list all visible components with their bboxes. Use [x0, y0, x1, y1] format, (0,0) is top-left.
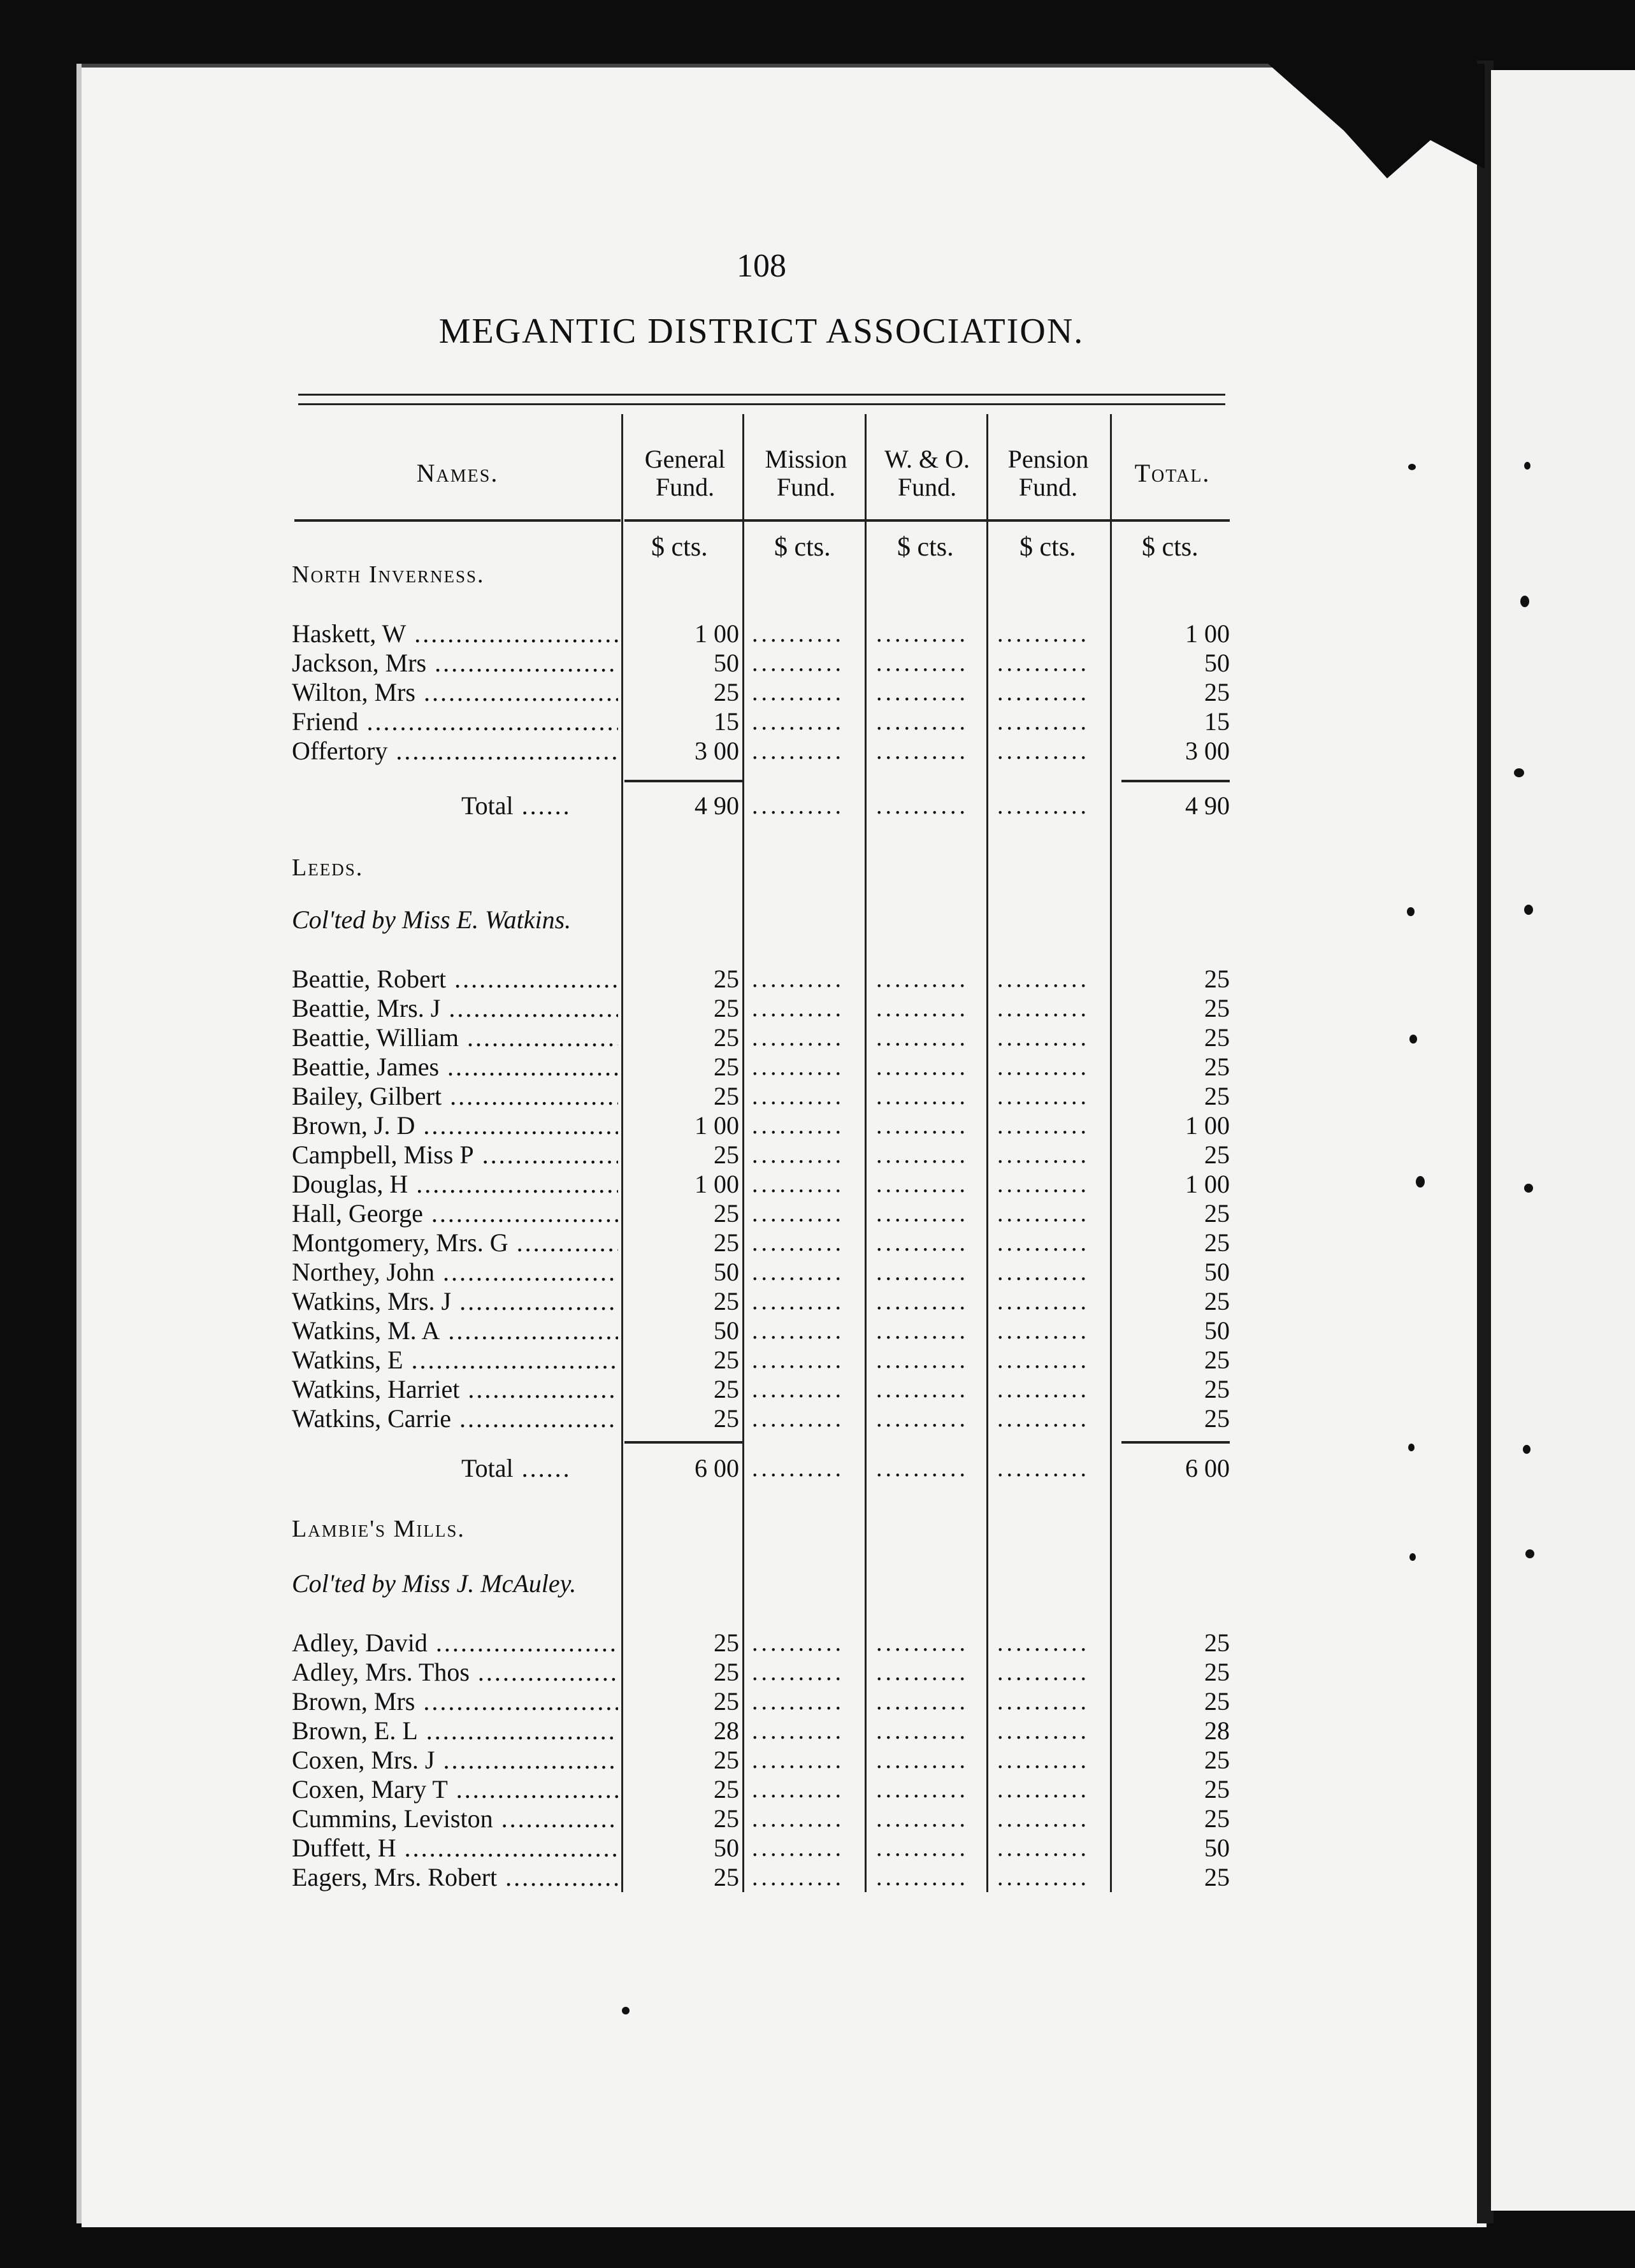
dot-leader: ..........: [876, 708, 969, 735]
ink-speck: [622, 2007, 630, 2014]
table-row: [0, 1316, 1635, 1346]
ink-speck: [1525, 1549, 1534, 1558]
table-row: [0, 1687, 1635, 1716]
dot-leader: ..........: [997, 708, 1090, 735]
total-rule: [624, 780, 742, 782]
general-fund-value: 50: [714, 1258, 739, 1286]
total-row: [0, 791, 1635, 821]
total-value: 50: [1204, 1316, 1230, 1345]
general-fund-value: 25: [714, 1804, 739, 1833]
contributor-name: Watkins, Carrie .....: [292, 1404, 618, 1433]
dot-leader: ..........: [997, 1112, 1090, 1139]
contributor-name: Beattie, James .....: [292, 1052, 618, 1082]
total-rule: [624, 1441, 742, 1444]
table-row: [0, 1082, 1635, 1111]
ink-speck: [1514, 768, 1524, 777]
table-row: [0, 1834, 1635, 1863]
ink-speck: [1523, 1445, 1531, 1454]
dot-leader: ..........: [752, 1376, 844, 1403]
table-row: [0, 1746, 1635, 1775]
page-number: 108: [737, 248, 786, 284]
ink-speck: [1407, 907, 1415, 916]
contributor-name: Brown, Mrs .....: [292, 1687, 618, 1716]
dot-leader: ..........: [876, 1112, 969, 1139]
dot-leader: ..........: [752, 995, 844, 1022]
general-fund-value: 25: [714, 1082, 739, 1110]
general-fund-value: 50: [714, 649, 739, 677]
contributor-name: Beattie, Robert .....: [292, 965, 618, 994]
grand-total: 6 00: [1185, 1454, 1230, 1482]
general-fund-value: 1 00: [695, 1111, 739, 1140]
dot-leader: ..........: [752, 621, 844, 647]
table-row: [0, 1052, 1635, 1082]
general-fund-value: 15: [714, 707, 739, 736]
contributor-name: Montgomery, Mrs. G .....: [292, 1228, 618, 1258]
total-value: 50: [1204, 1834, 1230, 1862]
currency-total: $ cts.: [1142, 533, 1199, 562]
ink-speck: [1524, 462, 1531, 470]
general-fund-value: 1 00: [695, 1170, 739, 1198]
dot-leader: ..........: [752, 1630, 844, 1656]
general-fund-value: 3 00: [695, 736, 739, 765]
dot-leader: ..........: [876, 1288, 969, 1315]
table-row: [0, 736, 1635, 766]
table-row: [0, 1228, 1635, 1258]
dot-leader: ..........: [876, 1630, 969, 1656]
dot-leader: ..........: [752, 1776, 844, 1803]
general-fund-value: 25: [714, 1287, 739, 1316]
ink-speck: [1524, 905, 1533, 915]
dot-leader: ..........: [752, 1200, 844, 1227]
total-value: 25: [1204, 1687, 1230, 1716]
table-row: [0, 1628, 1635, 1658]
dot-leader: ..........: [752, 679, 844, 706]
dot-leader: ..........: [752, 1347, 844, 1374]
total-value: 15: [1204, 707, 1230, 736]
header-mission-line1: Mission: [765, 445, 847, 473]
dot-leader: ..........: [876, 1259, 969, 1286]
dot-leader: ..........: [876, 621, 969, 647]
dot-leader: ..........: [752, 1288, 844, 1315]
dot-leader: ..........: [876, 1659, 969, 1686]
table-row: [0, 1140, 1635, 1170]
dot-leader: ..........: [876, 1864, 969, 1891]
contributor-name: Cummins, Leviston .....: [292, 1804, 618, 1834]
table-row: [0, 1199, 1635, 1228]
contributor-name: Duffett, H .....: [292, 1834, 618, 1863]
total-value: 25: [1204, 1628, 1230, 1657]
total-value: 25: [1204, 1082, 1230, 1110]
general-fund-value: 25: [714, 1687, 739, 1716]
total-label: Total ......: [461, 1454, 572, 1483]
dot-leader: ..........: [876, 1347, 969, 1374]
dot-leader: ..........: [876, 1142, 969, 1168]
contributor-name: Adley, Mrs. Thos .....: [292, 1658, 618, 1687]
total-value: 28: [1204, 1716, 1230, 1745]
dot-leader: ..........: [997, 1259, 1090, 1286]
dot-leader: ..........: [876, 738, 969, 764]
header-general-line2: Fund.: [655, 473, 715, 501]
table-row: [0, 1170, 1635, 1199]
total-value: 25: [1204, 1375, 1230, 1403]
collector-note: Col'ted by Miss J. McAuley.: [292, 1569, 577, 1598]
dot-leader: ..........: [752, 1688, 844, 1715]
total-rule: [1121, 780, 1230, 782]
total-value: 50: [1204, 649, 1230, 677]
dot-leader: ..........: [752, 1405, 844, 1432]
general-fund-value: 25: [714, 1199, 739, 1228]
general-fund-value: 25: [714, 1052, 739, 1081]
contributor-name: Northey, John .....: [292, 1258, 618, 1287]
general-fund-value: 25: [714, 1404, 739, 1433]
dot-leader: ..........: [997, 1718, 1090, 1744]
dot-leader: ..........: [997, 1142, 1090, 1168]
table-row: [0, 1346, 1635, 1375]
total-value: 25: [1204, 678, 1230, 707]
page-title: MEGANTIC DISTRICT ASSOCIATION.: [438, 312, 1084, 351]
contributor-name: Watkins, Mrs. J .....: [292, 1287, 618, 1316]
table-row: [0, 1863, 1635, 1892]
contributor-name: Haskett, W .....: [292, 619, 618, 649]
contributor-name: Beattie, William .....: [292, 1023, 618, 1052]
dot-leader: ..........: [997, 1864, 1090, 1891]
dot-leader: ..........: [752, 1142, 844, 1168]
ink-speck: [1408, 464, 1416, 470]
dot-leader: ..........: [752, 1024, 844, 1051]
dot-leader: ..........: [876, 1376, 969, 1403]
total-value: 25: [1204, 1404, 1230, 1433]
header-general-line1: General: [644, 445, 726, 473]
dot-leader: ..........: [752, 1805, 844, 1832]
dot-leader: ..........: [752, 1835, 844, 1862]
table-row: [0, 678, 1635, 707]
total-value: 25: [1204, 1287, 1230, 1316]
total-value: 25: [1204, 1863, 1230, 1891]
dot-leader: ..........: [876, 1171, 969, 1198]
header-wo-fund: [867, 426, 988, 521]
currency-wo: $ cts.: [897, 533, 954, 562]
total-value: 25: [1204, 994, 1230, 1023]
dot-leader: ..........: [752, 1112, 844, 1139]
header-total-label: Total.: [1134, 459, 1211, 487]
dot-leader: ..........: [997, 1083, 1090, 1110]
dot-leader: ..........: [876, 1405, 969, 1432]
contributor-name: Jackson, Mrs .....: [292, 649, 618, 678]
dot-leader: ..........: [752, 1659, 844, 1686]
table-row: [0, 1023, 1635, 1052]
contributor-name: Adley, David .....: [292, 1628, 618, 1658]
total-value: 25: [1204, 965, 1230, 993]
dot-leader: ..........: [876, 1805, 969, 1832]
header-mission-line2: Fund.: [776, 473, 836, 501]
table-row: [0, 1258, 1635, 1287]
general-fund-value: 1 00: [695, 619, 739, 648]
dot-leader: ..........: [752, 1230, 844, 1256]
general-fund-value: 25: [714, 1023, 739, 1052]
dot-leader: ..........: [876, 650, 969, 677]
total-value: 1 00: [1185, 619, 1230, 648]
total-value: 25: [1204, 1140, 1230, 1169]
total-rule: [1121, 1441, 1230, 1444]
title-rule: [298, 394, 1225, 405]
contributor-name: Watkins, M. A .....: [292, 1316, 618, 1346]
dot-leader: ..........: [876, 1718, 969, 1744]
general-fund-value: 25: [714, 1140, 739, 1169]
general-fund-total: 4 90: [695, 791, 739, 820]
section-leeds: Leeds.: [292, 854, 364, 881]
dot-leader: ..........: [752, 650, 844, 677]
section-lambies-mills: Lambie's Mills.: [292, 1516, 465, 1542]
grand-total: 4 90: [1185, 791, 1230, 820]
dot-leader: ..........: [997, 1054, 1090, 1080]
contributor-name: Beattie, Mrs. J .....: [292, 994, 618, 1023]
dot-leader: ..........: [752, 1718, 844, 1744]
dot-leader: ..........: [997, 1376, 1090, 1403]
dot-leader: ..........: [997, 1659, 1090, 1686]
collector-note: Col'ted by Miss E. Watkins.: [292, 905, 572, 934]
general-fund-value: 25: [714, 1658, 739, 1686]
dot-leader: ..........: [752, 1864, 844, 1891]
table-row: [0, 619, 1635, 649]
table-row: [0, 994, 1635, 1023]
total-value: 25: [1204, 1804, 1230, 1833]
general-fund-value: 25: [714, 965, 739, 993]
ink-speck: [1408, 1444, 1415, 1451]
total-value: 50: [1204, 1258, 1230, 1286]
total-value: 1 00: [1185, 1170, 1230, 1198]
currency-mission: $ cts.: [774, 533, 831, 562]
header-mission-fund: [745, 426, 867, 521]
table-row: [0, 649, 1635, 678]
dot-leader: ..........: [997, 1630, 1090, 1656]
ink-speck: [1409, 1035, 1417, 1044]
header-pension-line2: Fund.: [1018, 473, 1078, 501]
general-fund-value: 25: [714, 1375, 739, 1403]
contributor-name: Coxen, Mary T .....: [292, 1775, 618, 1804]
contributor-name: Eagers, Mrs. Robert .....: [292, 1863, 618, 1892]
general-fund-value: 28: [714, 1716, 739, 1745]
dot-leader: ..........: [997, 1024, 1090, 1051]
dot-leader: ..........: [752, 708, 844, 735]
total-value: 25: [1204, 1199, 1230, 1228]
ink-speck: [1416, 1176, 1425, 1188]
table-row: [0, 1716, 1635, 1746]
header-names: [292, 426, 623, 521]
total-value: 3 00: [1185, 736, 1230, 765]
total-row: [0, 1454, 1635, 1483]
total-value: 25: [1204, 1228, 1230, 1257]
dot-leader: ..........: [876, 1054, 969, 1080]
contributor-name: Campbell, Miss P .....: [292, 1140, 618, 1170]
header-pension-fund: [988, 426, 1109, 521]
total-value: 25: [1204, 1052, 1230, 1081]
table-row: [0, 1775, 1635, 1804]
dot-leader: ..........: [752, 793, 844, 819]
dot-leader: ..........: [752, 1054, 844, 1080]
contributor-name: Hall, George .....: [292, 1199, 618, 1228]
header-wo-line2: Fund.: [897, 473, 957, 501]
general-fund-value: 25: [714, 1863, 739, 1891]
dot-leader: ..........: [876, 1317, 969, 1344]
total-value: 1 00: [1185, 1111, 1230, 1140]
general-fund-total: 6 00: [695, 1454, 739, 1482]
header-names-label: Names.: [416, 459, 499, 487]
dot-leader: ..........: [876, 1776, 969, 1803]
dot-leader: ..........: [876, 1200, 969, 1227]
table-row: [0, 965, 1635, 994]
dot-leader: ..........: [876, 1083, 969, 1110]
header-wo-line1: W. & O.: [884, 445, 970, 473]
dot-leader: ..........: [876, 1230, 969, 1256]
dot-leader: ..........: [997, 621, 1090, 647]
dot-leader: ..........: [997, 1317, 1090, 1344]
currency-pension: $ cts.: [1019, 533, 1076, 562]
dot-leader: ..........: [997, 1347, 1090, 1374]
contributor-name: Friend .....: [292, 707, 618, 736]
dot-leader: ..........: [876, 1835, 969, 1862]
dot-leader: ..........: [997, 1455, 1090, 1482]
dot-leader: ..........: [997, 650, 1090, 677]
contributor-name: Watkins, E .....: [292, 1346, 618, 1375]
dot-leader: ..........: [997, 1688, 1090, 1715]
general-fund-value: 50: [714, 1834, 739, 1862]
table-row: [0, 1404, 1635, 1433]
header-general-fund: [624, 426, 745, 521]
total-label: Total ......: [461, 791, 572, 821]
contributor-name: Watkins, Harriet .....: [292, 1375, 618, 1404]
contributor-name: Coxen, Mrs. J .....: [292, 1746, 618, 1775]
general-fund-value: 25: [714, 678, 739, 707]
contributor-name: Wilton, Mrs .....: [292, 678, 618, 707]
dot-leader: ..........: [997, 966, 1090, 993]
dot-leader: ..........: [997, 1805, 1090, 1832]
dot-leader: ..........: [997, 1776, 1090, 1803]
contributor-name: Douglas, H .....: [292, 1170, 618, 1199]
dot-leader: ..........: [876, 1024, 969, 1051]
general-fund-value: 25: [714, 1628, 739, 1657]
ink-speck: [1524, 1184, 1533, 1193]
dot-leader: ..........: [997, 793, 1090, 819]
total-value: 25: [1204, 1346, 1230, 1374]
dot-leader: ..........: [997, 1200, 1090, 1227]
dot-leader: ..........: [752, 1317, 844, 1344]
dot-leader: ..........: [876, 995, 969, 1022]
total-value: 25: [1204, 1023, 1230, 1052]
table-row: [0, 1287, 1635, 1316]
general-fund-value: 25: [714, 1746, 739, 1774]
total-value: 25: [1204, 1746, 1230, 1774]
dot-leader: ..........: [876, 793, 969, 819]
dot-leader: ..........: [752, 738, 844, 764]
header-total: [1112, 426, 1233, 521]
dot-leader: ..........: [752, 1083, 844, 1110]
dot-leader: ..........: [997, 995, 1090, 1022]
table-row: [0, 1658, 1635, 1687]
contributor-name: Offertory .....: [292, 736, 618, 766]
general-fund-value: 25: [714, 1346, 739, 1374]
general-fund-value: 25: [714, 1775, 739, 1804]
dot-leader: ..........: [997, 738, 1090, 764]
dot-leader: ..........: [997, 1405, 1090, 1432]
dot-leader: ..........: [752, 1259, 844, 1286]
general-fund-value: 25: [714, 994, 739, 1023]
table-row: [0, 707, 1635, 736]
dot-leader: ..........: [876, 679, 969, 706]
dot-leader: ..........: [997, 1288, 1090, 1315]
dot-leader: ..........: [752, 1747, 844, 1774]
dot-leader: ..........: [997, 1171, 1090, 1198]
header-pension-line1: Pension: [1007, 445, 1089, 473]
dot-leader: ..........: [997, 679, 1090, 706]
header-rule-names: [294, 519, 621, 522]
table-row: [0, 1375, 1635, 1404]
contributor-name: Bailey, Gilbert .....: [292, 1082, 618, 1111]
total-value: 25: [1204, 1658, 1230, 1686]
currency-general: $ cts.: [651, 533, 708, 562]
dot-leader: ..........: [997, 1747, 1090, 1774]
general-fund-value: 25: [714, 1228, 739, 1257]
total-value: 25: [1204, 1775, 1230, 1804]
general-fund-value: 50: [714, 1316, 739, 1345]
table-row: [0, 1111, 1635, 1140]
dot-leader: ..........: [876, 1688, 969, 1715]
ink-speck: [1520, 596, 1529, 607]
dot-leader: ..........: [752, 966, 844, 993]
dot-leader: ..........: [997, 1835, 1090, 1862]
table-row: [0, 1804, 1635, 1834]
ink-speck: [1409, 1553, 1416, 1561]
header-rule-funds: [624, 519, 1230, 522]
section-north-inverness: North Inverness.: [292, 561, 485, 588]
dot-leader: ..........: [876, 1455, 969, 1482]
contributor-name: Brown, J. D .....: [292, 1111, 618, 1140]
dot-leader: ..........: [997, 1230, 1090, 1256]
dot-leader: ..........: [876, 1747, 969, 1774]
contributor-name: Brown, E. L .....: [292, 1716, 618, 1746]
dot-leader: ..........: [876, 966, 969, 993]
dot-leader: ..........: [752, 1171, 844, 1198]
dot-leader: ..........: [752, 1455, 844, 1482]
